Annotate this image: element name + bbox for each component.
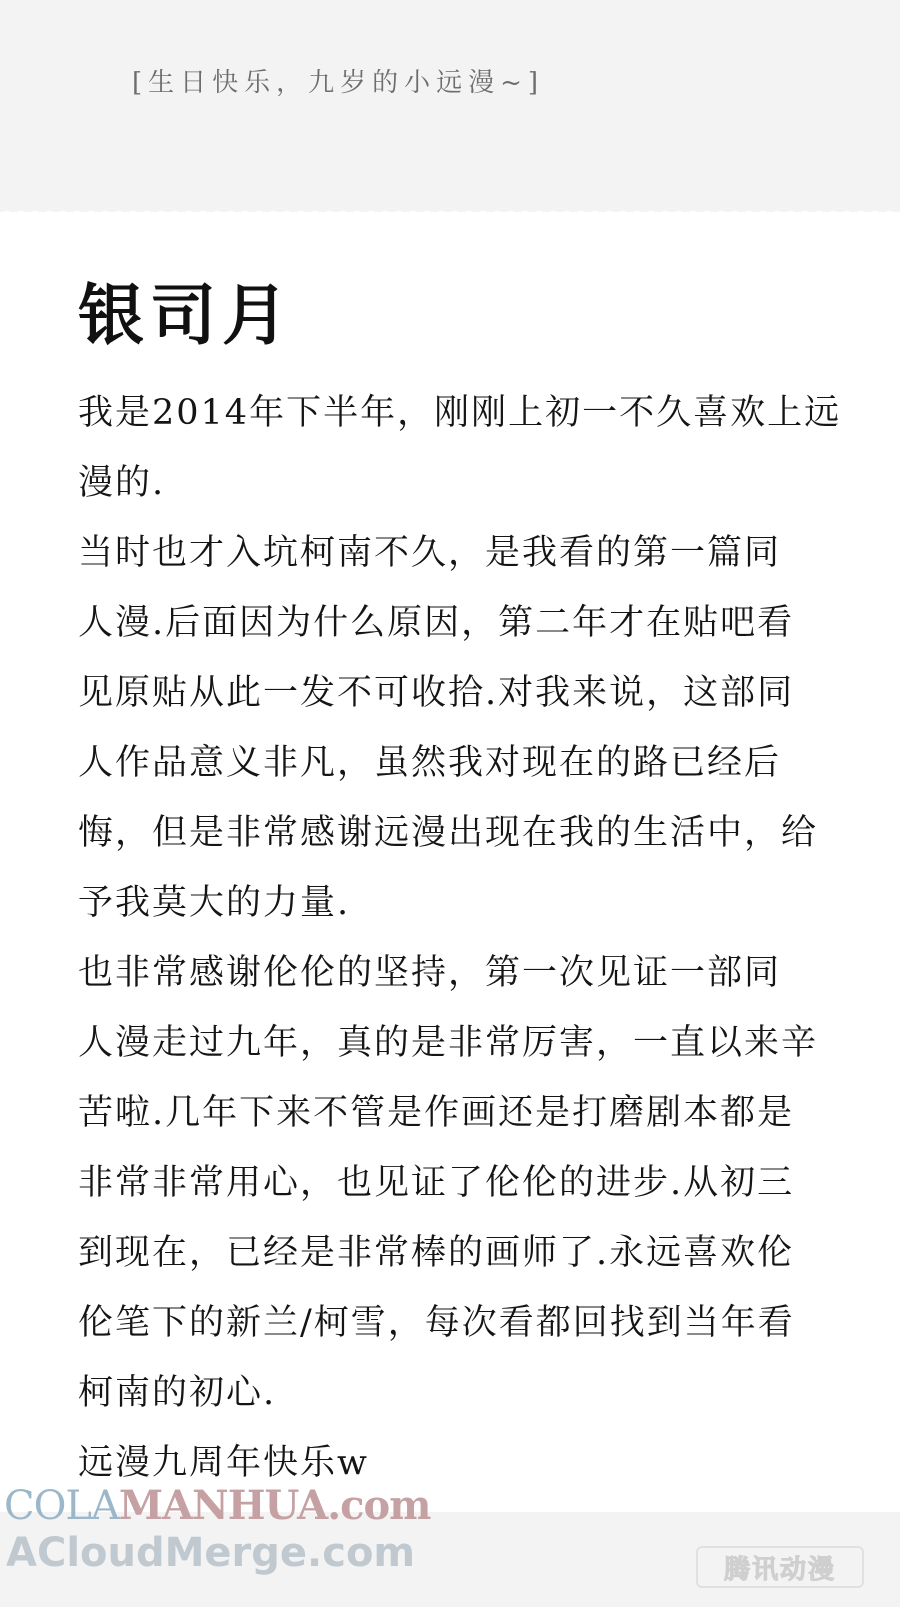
letter-line: 当时也才入坑柯南不久，是我看的第一篇同 bbox=[78, 533, 782, 573]
letter-line: 柯南的初心. bbox=[78, 1373, 277, 1413]
letter-line: 漫的. bbox=[78, 463, 166, 503]
acloudmerge-watermark: ACloudMerge.com bbox=[6, 1530, 416, 1576]
letter-line: 悔，但是非常感谢远漫出现在我的生活中，给 bbox=[78, 813, 819, 853]
letter-line: 非常非常用心，也见证了伦伦的进步.从初三 bbox=[78, 1163, 795, 1203]
watermark-manhua-part: MANHUA.com bbox=[118, 1482, 431, 1529]
letter-line: 人漫走过九年，真的是非常厉害，一直以来辛 bbox=[78, 1023, 819, 1063]
letter-line: 人漫.后面因为什么原因，第二年才在贴吧看 bbox=[78, 603, 795, 643]
letter-line: 苦啦.几年下来不管是作画还是打磨剧本都是 bbox=[78, 1093, 795, 1133]
letter-body bbox=[78, 378, 842, 1498]
letter-signoff: 远漫九周年快乐w bbox=[78, 1443, 369, 1483]
letter-line: 予我莫大的力量. bbox=[78, 883, 351, 923]
letter-line: 见原贴从此一发不可收拾.对我来说，这部同 bbox=[78, 673, 795, 713]
paper-torn-edge bbox=[0, 204, 900, 218]
letter-line: 人作品意义非凡，虽然我对现在的路已经后 bbox=[78, 743, 782, 783]
watermark-cola-part: COLA bbox=[4, 1483, 119, 1529]
letter-line: 我是2014年下半年，刚刚上初一不久喜欢上远 bbox=[78, 393, 842, 433]
header-band bbox=[0, 0, 900, 212]
letter-line: 也非常感谢伦伦的坚持，第一次见证一部同 bbox=[78, 953, 782, 993]
letter-line: 伦笔下的新兰/柯雪，每次看都回找到当年看 bbox=[78, 1303, 795, 1343]
colamanhua-watermark bbox=[4, 1482, 431, 1529]
publisher-logo: 腾讯动漫 bbox=[696, 1546, 864, 1588]
letter-line: 到现在，已经是非常棒的画师了.永远喜欢伦 bbox=[78, 1233, 795, 1273]
author-name: 银司月 bbox=[78, 276, 294, 354]
birthday-caption: [生日快乐，九岁的小远漫~] bbox=[132, 68, 545, 98]
